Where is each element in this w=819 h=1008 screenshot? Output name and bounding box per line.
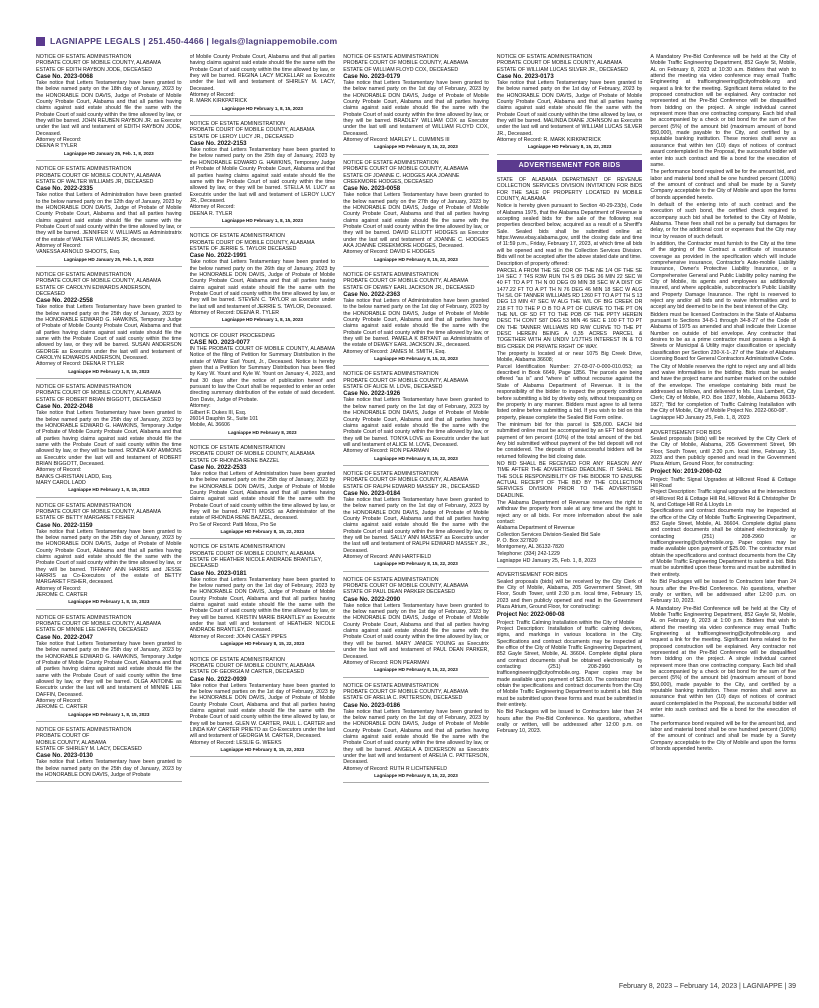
legal-notice <box>343 683 489 784</box>
case-number: Case No. 2022-2153 <box>189 140 247 148</box>
publication-line: Lagniappe HD February 8, 15, 22, 2023 <box>374 667 458 673</box>
case-number: Case No. 2023-0181 <box>189 569 247 577</box>
legal-columns <box>36 54 796 978</box>
legal-notice <box>343 272 489 366</box>
notice-heading: NOTICE OF ESTATE ADMINISTRATION PROBATE COURT OF MOBILE COUNTY, ALABAMA ESTATE OF WILLIAM LUCAS SILVER JR., DECEASED <box>496 54 629 73</box>
column-5 <box>650 54 796 978</box>
publication-line: Lagniappe HD February 1, 8, 15, 2023 <box>68 368 150 374</box>
notice-body: Take notice that Letters Testamentary have been granted to the below named party on the 1st day of February, 2023 by the HONORABLE DON DAVIS, Judge of Probate of Mobile County Probate Court, Alabama and that all parties having claims against said estate should file the same with the Probate Court of said county within the time allowed by law, or they will be barred. TONYA LOVE as Executrix under the last will and testament of ALICE M. LOVE, Deceased. Attorney of Record: RON PEARMAN <box>343 397 489 455</box>
column-2 <box>190 54 336 978</box>
case-number: Case No. 2022-1926 <box>343 390 401 398</box>
notice-heading: NOTICE OF ESTATE ADMINISTRATION PROBATE COURT OF MOBILE COUNTY, ALABAMA ESTATE OF ROBERT BRIAN BIGGOTT, DECEASED <box>36 384 162 403</box>
section-banner: ADVERTISEMENT FOR BIDS <box>497 160 643 172</box>
notice-paragraph: STATE OF ALABAMA DEPARTMENT OF REVENUE COLLECTION SERVICES DIVISION INVITATION FOR BIDS FOR THE SALE OF PROPERTY LOCATED IN MOBILE COUNTY, ALABAMA <box>496 176 643 202</box>
case-number: Case No. 2022-2558 <box>36 297 93 305</box>
notice-heading: NOTICE OF ESTATE ADMINISTRATION PROBATE COURT OF MOBILE COUNTY, ALABAMA ESTATE OF ARELIA C. PATTERSON, DECEASED <box>343 682 469 702</box>
legal-notice <box>190 121 336 228</box>
legal-notice <box>36 166 182 267</box>
notice-paragraph: The City of Mobile reserves the right to reject any and all bids and waive informalities in the bidding. Bids must be sealed and have the project name and number marked on the outside of the envelope. The envelope containing bids must be addressed as follows, and delivered to Ms. Lisa Lambert, City Clerk; City of Mobile, P.O. Box 1827, Mobile, Alabama 36633-1827; "Bid for completion of Traffic Calming Installation with the City of Mobile, City of Mobile Project No. 2022-060-08". <box>650 363 796 414</box>
publication-line: Lagniappe HD January 25, Feb. 1, 8, 2023 <box>63 150 154 156</box>
notice-paragraph: A Mandatory Pre-Bid Conference will be held at the City of Mobile Traffic Engineering Department, 852 Gayle St, Mobile, AL on February 8, 2023 at 1:00 p.m. Bidders that wish to attend the meeting via video conference may email Traffic Engineering at trafficengineering@cityofmobile.org and request a link for the meeting. Significant items related to the proposed construction will be explained. Any contractor not represented at the Pre-Bid Conference will be disqualified from bidding on the project. A single individual cannot represent more than one contracting company. Each bid shall be accompanied by a check or bid bond for the sum of five percent (5%) of the amount bid (maximum amount of bond $50,000), made payable to the City, and certified by a reputable banking institution. These monies shall serve as assurance that within ten (10) days of notices of contract award contemplated in the Proposal, the successful bidder will enter into such contract and file a bond for the execution of same. <box>650 605 796 720</box>
publication-line: Lagniappe HD February 1, 8, 15, 2023 <box>68 487 150 493</box>
legal-notice <box>343 577 489 678</box>
case-number: Case No. 2023-0173 <box>496 73 554 81</box>
notice-paragraph: The performance bond required will be for the amount bid, and labor and material bond shall be one hundred percent (100%) of the amount of contract and shall be made by a Surety Company acceptable to the City of Mobile and upon the forms of bonds appended hereto. <box>650 169 796 201</box>
legal-notice <box>343 54 489 155</box>
notice-paragraph: The property is located at or near 1075 Big Creek Drive, Mobile, Alabama 36608; Parcel Identification Number: 27-03-07-0-000-010.053; as described in Book 6649, Page 1856. The parcels are being offered "as is" and "where is" without recourse against the State of Alabama Department of Revenue. It is the responsibility of the bidder to inspect the property conditions before submitting a bid by driveby only, without trespassing on the property in any manner. Bidders must agree to all terms listed online before submitting a bid. If you wish to bid on this property, please complete the Sealed Bid Form online. <box>496 351 643 421</box>
publication-line: Lagniappe HD February 8, 15, 22, 2023 <box>374 455 458 461</box>
legal-notice <box>497 54 643 155</box>
notice-paragraph: Notice is hereby given pursuant to Section 40-29-23(b), Code of Alabama 1975, that the Alabama Department of Revenue is accepting sealed bids for the sale of the following real properties described below, acquired as a result of a Sheriff's Sale. Sealed bids shall be submitted online at: https://www.ebay.alabama.gov, until the closing date and time of 11:59 p.m., Friday, February 17, 2023, at which time all bids will be opened and read in the Collection Services Division. Bids will not be accepted after the above stated date and time. <box>496 203 643 260</box>
notice-body: Take notice that Letters Testamentary have been granted to the below named party on the 26th day of January, 2023 by the HONORABLE DON DAVIS, Judge of Probate of Mobile County Probate Court, Alabama and that all parties having claims against said estate should file the same with the Probate Court of said county within the time allowed by law, or they will be barred. STEVEN C. TAYLOR as Executor under the last will and testament of JERRIE S. TAYLOR, Deceased. Attorney of Record: DEENA R. TYLER <box>189 259 336 317</box>
case-number: Case No. 2023-0130 <box>36 752 93 760</box>
case-number: Case No. 2023-0068 <box>36 73 93 81</box>
page-footer: February 8, 2023 – February 14, 2023 | LAGNIAPPE | 39 <box>618 983 796 990</box>
case-number: Case No. 2022-2335 <box>36 185 93 193</box>
notice-body: Take notice that Letters Testamentary have been granted to the below named party on the 18th day of January, 2023 by the HONORABLE DON DAVIS, Judge of Probate of Mobile County Probate Court, Alabama and that all parties having claims against said estate should file the same with the Probate Court of said county within the time allowed by law, or they will be barred. JOHN REUBEN RAYBON JR. as Executor under the last will and testament of EDITH RAYBON JODE, Deceased. Attorney of Record: DEENA R TYLER <box>36 80 182 150</box>
notice-heading: NOTICE OF ESTATE ADMINISTRATION PROBATE COURT OF MOBILE COUNTY, ALABAMA ESTATE OF JOANNE C. HODGES AKA JOANNE CREEKMORE HODGES, DECEASED <box>343 159 469 185</box>
case-number: CASE NO. 2023-0077 <box>189 339 250 347</box>
publication-line: Lagniappe HD January 25, Feb. 1, 8, 2023 <box>63 256 154 262</box>
notice-heading: NOTICE OF ESTATE ADMINISTRATION PROBATE COURT OF MOBILE COUNTY, ALABAMA ESTATE OF RALPH EDWARD MASSEY JR., DECEASED <box>343 470 480 490</box>
notice-heading: NOTICE OF ESTATE ADMINISTRATION PROBATE COURT OF MOBILE COUNTY, ALABAMA ESTATE OF WALTER WILLIAMS JR, DECEASED <box>36 166 162 185</box>
notice-heading: NOTICE OF ESTATE ADMINISTRATION PROBATE COURT OF MOBILE COUNTY, ALABAMA ESTATE OF ALICE M. LOVE, DECEASED <box>343 371 469 391</box>
case-number: Case No. 2022-2048 <box>36 403 93 411</box>
notice-body: Take notice that Letters Testamentary have been granted to the below named party on the 25th day of January, 2023 by the HONORABLE EDWARD G. HAWKINS, Temporary Judge of Probate of Mobile County Probate Court, Alabama and that all parties having claims against said estate should file the same with the Probate Court of said county within the time allowed by law, or they will be barred. SUSAN ANDERSON GEORGE as Executrix under the last will and testament of CAROLYN EDWARDS ANDERSON, Deceased. Attorney of Record: DEENA R TYLER <box>36 304 182 368</box>
column-4 <box>497 54 643 978</box>
publication-line: Lagniappe HD February 8, 15, 22, 2023 <box>374 356 458 362</box>
publication-line: Lagniappe HD February 1, 8, 15, 2023 <box>221 317 303 323</box>
column-1 <box>36 54 182 978</box>
case-number: Case No. 2023-0186 <box>343 701 401 709</box>
publication-line: Lagniappe HD February 8, 15, 22, 2023 <box>374 256 458 262</box>
legal-notice <box>36 503 182 610</box>
legal-notice <box>36 727 182 782</box>
notice-body: Take notice that Letters Testamentary have been granted to the below named party on the 25th day of January, 2023 by the HONORABLE EDWARD G. HAWKINS, Temporary Judge of Probate of Mobile County Probate Court, Alabama and that all parties having claims against said estate should file the same with the Probate Court of said county within the time allowed by law, or they will be barred. STELLA M. LUCY as Executrix under the last will and testament of LEROY LUCY JR., Deceased. Attorney of Record: DEENA R. TYLER <box>189 147 336 217</box>
notice-body: Take notice that Letters Testamentary have been granted to the below named party on the 1st day of February, 2023 by the HONORABLE DON DAVIS, Judge of Probate of Mobile County Probate Court, Alabama and that all parties having claims against said estate should file the same with the Probate Court of said county within the time allowed by law, or they will be barred. KRISTIN MARIE BRANTLEY as Executrix under the last will and testament of HEATHER NICOLE ANDRADE BRANTLEY, Deceased. Attorney of Record: JOHN CASEY PIPES <box>189 576 336 640</box>
notice-heading: NOTICE OF ESTATE ADMINISTRATION PROBATE COURT OF MOBILE COUNTY, ALABAMA ESTATE OF BETTY MARGARET FISHER <box>36 502 162 522</box>
publication-line: Lagniappe HD February 8, 15, 22, 2023 <box>374 144 458 150</box>
notice-body: IN THE PROBATE COURT OF MOBILE COUNTY, ALABAMA Notice of the filing of Petition for Summary Distribution in the estate of Wilbur Earl Yount, Jr., Deceased. Notice is hereby given that a Petition for Summary Distribution has been filed by Kary W. Yount and Kyle W. Yount on January 4, 2023, and that 30 days after the notice of publication hereof and pursuant to law the Court shall be requested to enter an order directing summary distribution of the estate of said decedent. Don Davis, Judge of Probate. Attorney: Gilbert F. Dukes III, Esq. 26014 Dauphin St., Suite 101 Mobile, AL 36606 <box>189 346 336 429</box>
notice-paragraph: Project: Traffic Calming Installation within the City of Mobile Project Description: Installation of traffic calming devices, signs, and markings in various locations in the City. Specifications and contract documents may be inspected at the office of the City of Mobile Traffic Engineering Department, 852 Gayle Street, Mobile, AL 36604. Complete digital plans and contract documents shall be obtained electronically by contacting (251) 208-2960 or trafficengineering@cityofmobile.org. Paper copies may be made available upon payment of $25.00. The contractor must obtain the specifications and contract documents from the City of Mobile Traffic Engineering Department to submit a bid. Bids must be submitted upon these forms and must be submitted in their entirety. <box>496 619 643 708</box>
notice-heading: NOTICE OF ESTATE ADMINISTRATION PROBATE COURT OF MOBILE COUNTY, ALABAMA ESTATE OF MINNIE LEE DAFFIN, DECEASED <box>36 614 162 634</box>
legal-notice <box>190 657 336 758</box>
notice-paragraph: NO BID SHALL BE RECEIVED FOR ANY REASON ANY TIME AFTER THE ADVERTISED DEADLINE. IT SHALL BE THE SOLE RESPONSIBILITY OF THE BIDDER TO ENSURE ACTUAL RECEIPT OF THE BID BY THE COLLECTION SERVICES DIVISION PRIOR TO THE ADVERTISED DEADLINE. <box>496 460 643 499</box>
page-header <box>36 34 796 48</box>
notice-heading: NOTICE OF ESTATE ADMINISTRATION PROBATE COURT OF MOBILE COUNTY, ALABAMA ESTATE OF EDITH RAYBON JODE, DECEASED <box>36 54 162 73</box>
notice-heading: NOTICE OF ESTATE ADMINISTRATION PROBATE COURT OF MOBILE COUNTY, ALABAMA ESTATE OF CAROLYN EDWARDS ANDERSON, DECEASED <box>36 271 162 297</box>
notice-body: Take notice that Letters Testamentary have been granted to the below named party on the 1st day of February, 2023 by the HONORABLE DON DAVIS, Judge of Probate of Mobile County Probate Court, Alabama and that all parties having claims against said estate should file the same with the Probate Court of said county within the time allowed by law, or they will be barred. MALINDA DIANE JOHNSON as Executrix under the last will and testament of WILLIAM LUCAS SILVER JR., Deceased. Attorney of Record: R. MARK KIRKPATRICK <box>496 80 643 144</box>
legal-notice <box>190 445 336 539</box>
notice-heading: NOTICE OF COURT PROCEEDING <box>189 332 275 339</box>
notice-paragraph: In addition, the Contractor must furnish to the City at the time of the signing of the Contract a certificate of insurance coverage as provided in the specification which will include comprehensive insurance, Contractor's Auto-mobile Liability Insurance, Owner's Protective Liability Insurance, or a Comprehensive General and Public Liability policy naming the City of Mobile, its agents and employees as additionally insured, and where applicable, subcontractor's Public Liability and Property Damage Insurance. The right is reserved to reject any and/or all bids and to waive informalities and to accept any bid deemed to be in the best interest of the City. <box>650 240 796 311</box>
notice-paragraph: Project No: 2019-2060-02 <box>650 468 722 475</box>
publication-line: Lagniappe HD February 8, 15, 22, 2023 <box>220 641 305 647</box>
case-number: Case No. 2023-0184 <box>343 489 401 497</box>
case-number: Case No. 2022-2090 <box>343 595 401 603</box>
notice-paragraph: Bidders must be licensed Contractors in the State of Alabama pursuant to Sections 34-8-1 through 34-8-27 of the Code of Alabama of 1975 as amended and shall indicate their License Number on outside of bid envelope. Any contractor that desires to be as a prime contractor must possess a High & Streets or Municipal & Utility major classification or specialty classification per Section 230-X-1-.27 of the State of Alabama Licensing Board for General Contractors Administrative Code. <box>650 311 796 363</box>
notice-body: Take notice that Letters Testamentary have been granted to the below named party on the 1st day of February, 2023 by the HONORABLE DON DAVIS, Judge of Probate of Mobile County Probate Court, Alabama and that all parties having claims against said estate should file the same with the Probate Court of said county within the time allowed by law, or they will be barred. ANGELA A DICKERSON as Executrix under the last will and testament of ARELIA C. PATTERSON, Deceased. Attorney of Record: RUTH R LICHTENFELD <box>343 708 489 772</box>
case-number: Case No. 2022-2047 <box>36 633 93 641</box>
publication-line: Lagniappe HD February 8, 15, 22, 2023 <box>220 529 305 534</box>
notice-heading: NOTICE OF ESTATE ADMINISTRATION PROBATE COURT OF MOBILE COUNTY, ALABAMA ESTATE OF JERRIE S. TAYLOR DECEASED <box>189 233 315 252</box>
header-square-icon <box>36 37 45 46</box>
publication-line: Lagniappe HD February 1, 8, 15, 2023 <box>68 711 150 717</box>
publication-line: Lagniappe HD February 1, 8, 15, 2023 <box>221 217 303 223</box>
notice-heading: NOTICE OF ESTATE ADMINISTRATION PROBATE COURT OF MOBILE COUNTY, ALABAMA ESTATE OF GEORGIA M CARTER, DECEASED <box>189 656 315 676</box>
notice-body: Take notice that Letters Testamentary have been granted to the below named party on the 1st day of February, 2023 by the HONORABLE DON DAVIS, Judge of Probate of Mobile County Probate Court, Alabama and that all parties having claims against said estate should file the same with the Probate Court of said county within the time allowed by law, or they will be barred. SALLY ANN MASSEY as Executrix under the last will and testament of RALPH EDWARD MASSEY JR., Deceased. Attorney of Record: ANN HARTFIELD <box>343 496 489 561</box>
legal-notice <box>190 333 336 440</box>
publication-line: Lagniappe HD February 8, 2023 <box>228 429 297 435</box>
notice-paragraph: No Bid Packages will be issued to Contractors later than 24 hours after the Pre-Bid Conference. No questions, whether orally or written, will be addressed after 12:00 p.m. on February 10, 2023. <box>650 579 796 605</box>
case-number: Case No. 2022-1159 <box>36 521 93 529</box>
case-number: Case No. 2023-0058 <box>343 185 401 193</box>
case-number: Case No. 2022-1991 <box>189 252 247 260</box>
legal-notice <box>36 54 182 161</box>
publication-line: Lagniappe HD February 1, 8, 15, 2023 <box>221 105 303 111</box>
notice-heading: NOTICE OF ESTATE ADMINISTRATION PROBATE COURT OF MOBILE COUNTY, ALABAMA ESTATE OF PAUL DEAN PARKER DECEASED <box>343 576 469 596</box>
notice-heading: NOTICE OF ESTATE ADMINISTRATION PROBATE COURT OF MOBILE COUNTY, ALABAMA ESTATE OF LEROY LUCY JR., DECEASED <box>189 121 315 140</box>
notice-body: Take notice that Letters Testamentary have been granted to the below named party on the 1st day of February, 2023 by the HONORABLE DON DAVIS, Judge of Probate of Mobile County Probate Court, Alabama and that all parties having claims against said estate should file the same with the Probate Court of said county within the time allowed by law, or they will be barred. BRADLEY WILLIAM COX as Executor under the last will and testament of WILLIAM FLOYD COX, Deceased. Attorney of Record: MARLEY L. CUMMINS III <box>343 80 489 144</box>
legal-notice <box>36 272 182 379</box>
notice-paragraph: ADVERTISEMENT FOR BIDS Sealed proposals (bids) will be received by the City Clerk of the City of Mobile, Alabama, 205 Government Street, 9th Floor, South Tower, until 2:30 p.m. local time, February 15, 2023 and then publicly opened and read in the Government Plaza Atrium, Ground Floor, for constructing: <box>650 429 796 468</box>
notice-body: Take notice that Letters Testamentary have been granted to the below named party on the 25th day of January, 2023 by the HONORABLE EDWARD G. HAWKINS, Temporary Judge of Probate of Mobile County Probate Court, Alabama and that all parties having claims against said estate should file the same with the Probate Court of said county within the time allowed by law, or they will be barred. RONDA KAY AMMONS as Executrix under the last will and testament of ROBERT BRIAN BIGGOTT, Deceased. Attorney of Record: BANKS CHRISTIAN LADD, Esq. MARY CAROL LADD <box>36 410 182 486</box>
notice-paragraph: No Bid Packages will be issued to Contractors later than 24 hours after the Pre-Bid Conference. No questions, whether orally or written, will be addressed after 12:00 p.m. on February 10, 2023. <box>496 709 643 735</box>
notice-body: Take notice that Letters of Administration have been granted to the below named party on the 12th day of January, 2023 by the HONORABLE DON DAVIS, Judge of Probate of Mobile County Probate Court, Alabama and that all parties having claims against said estate should file the same with the Probate Court of said county within the time allowed by law, or they will be barred. JENNIFER V. WILLIAMS as Administratrix of the estate of WALTER WILLIAMS JR, deceased. Attorney of Record: VANESSA ARNOLD SHOOTS, Esq. <box>36 192 182 256</box>
header-text: LAGNIAPPE LEGALS | 251.450-4466 | legals@lagniappemobile.com <box>50 36 338 46</box>
notice-paragraph: The performance bond required will be for the amount bid, and labor and material bond shall be one hundred percent (100%) of the amount of contract and shall be made by a Surety Company acceptable to the City of Mobile and upon the forms of bonds appended hereto. <box>650 720 796 753</box>
notice-body: of Mobile County Probate Court, Alabama and that all parties having claims against said estate should file the same with the Probate Court of said county within the time allowed by law, or they will be barred. REGINA LACY MCKELLAR as Executrix under the last will and testament of SHIRLEY M. LACY, Deceased. Attorney of Record: R. MARK KIRKPATRICK <box>189 54 336 105</box>
legal-notice <box>190 54 336 116</box>
notice-heading: NOTICE OF ESTATE ADMINISTRATION PROBATE COURT OF MOBILE COUNTY, ALABAMA ESTATE OF DEWEY EARL JACKSON JR., DECEASED <box>343 271 475 291</box>
legal-notice <box>36 615 182 722</box>
column-3 <box>343 54 489 978</box>
notice-body: Take notice that Letters of Administration have been granted to the below named party on the 25th day of January, 2023 by the HONORABLE DON DAVIS, Judge of Probate of Mobile County Probate Court, Alabama and that all parties having claims against said estate should file the same with the Probate Court of said county within the time allowed by law, or they will be barred. PATTI MOSS as Administrator of the estate of RHONDA RENE BAZZEL, deceased. Pro Se of Record: Patti Moss, Pro Se <box>189 470 336 528</box>
publication-line: Lagniappe HD February 8, 15, 22, 2023 <box>374 561 458 567</box>
notice-body: Take notice that Letters Testamentary have been granted to the below named party on the 25th day of January, 2023 by the HONORABLE DON DAVIS, Judge of Probate of Mobile County Probate Court, Alabama and that all parties having claims against said estate should file the same with the Probate Court of said county within the time allowed by law, or they will be barred. TIFFANY ANN HARRIS and JESSE HARRIS as Co-Executors of the estate of BETTY MARGARET FISHER, deceased. Attorney of Record: JEROME C. CARTER <box>36 528 182 599</box>
legal-notice <box>343 160 489 267</box>
legal-notice <box>190 544 336 651</box>
notice-paragraph: In default of the entering into of such contract and the execution of such bond, the certified check required to accompany such bid shall be forfeited to the City of Mobile, Alabama. These fees shall not be a penalty but damages for delay, or for the additional cost or expenses that the City may incur by reason of such default. <box>650 201 796 240</box>
legal-notice <box>343 471 489 572</box>
notice-body: Take notice that Letters Testamentary have been granted to the below named parties on the 1st day of February, 2023 by the HONORABLE DON DAVIS, Judge of Probate of Mobile County Probate Court, Alabama and that all parties having claims against said estate should file the same with the Probate Court of said county within the time allowed by law, or they will be barred. GLEN W. CARTER, PAUL L. CARTER and LINDA KAY CARTER PRIETO as Co-Executors under the last will and testament of GEORGIA M. CARTER, Deceased. Attorney of Record: LESLIE G. WEEKS <box>189 682 336 746</box>
notice-paragraph: Description of property offered: PARCEL A FROM THE SE COR OF THE NE 1/4 OF THE SE 1/4 SEC 7 T4S R3W RUN TH S 89 DEG 36 MIN 22 SEC W 40 FT TO A PT TH N 00 DEG 09 MIN 38 SEC W A DIST OF 1477.22 FT TO A PT TH N 76 DEG 46 MIN 18 SEC W ALG TH S/L OF TANNER WILLIAMS RD 1260 FT TO A PT TH S 13 DEG 13 MIN 47 SEC W ALG THE W/L OF BIG CREEK DR 218 FT TO THE P O B TO A PT OF CURVE TO THE PT ON THE N/L OF SD FT TO THE POB OF THE PPTY HEREIN DESC TH CONT S87 DEG 53 MIN 46 SEC E 100 FT TO PT ON THE TANNER WILLIAMS RD R/W CURVE TO THE PT DESC HEREIN BEING A 0.35 ACRES PARCEL & TOGETHER WITH AN UNDIV 1/17THS INTEREST IN & TO BIG CREEK DR PRIVATE RIGHT OF WAY. <box>496 261 643 350</box>
publication-line: Lagniappe HD February 8, 15, 22, 2023 <box>374 773 458 778</box>
notice-body: Take notice that Letters Testamentary have been granted to the below named party on the 25th day of January, 2023 by the HONORABLE EDWARD G. HAWKINS, Temporary Judge of Probate of Mobile County Probate Court, Alabama and that all parties having claims against said estate should file the same with the Probate Court of said county within the time allowed by law, or they will be barred. OLGA ANTOINE as Executrix under the last will and testament of MINNIE LEE DAFFIN, Deceased. Attorney of Record: JEROME C. CARTER <box>36 640 182 711</box>
notice-paragraph: Project: Traffic Signal Upgrades at Hillcrest Road & Cottage Hill Road Project Description: Traffic signal upgrades at the intersections of Hillcrest Rd & Cottage Hill Rd, Hillcrest Rd & Christopher Dr N, and Cottage Hill Rd & Lloyds Ln Specifications and contract documents may be inspected at the office of the City of Mobile Traffic Engineering Department, 852 Gayle Street, Mobile, AL 36604. Complete digital plans and contract documents shall be obtained electronically by contacting (251) 208-2960 or trafficengineering@cityofmobile.org. Paper copies may be made available upon payment of $25.00. The contractor must obtain the specifications and contract documents from the City of Mobile Traffic Engineering Department to submit a bid. Bids must be submitted upon these forms and must be submitted in their entirety. <box>650 476 796 578</box>
notice-heading: NOTICE OF ESTATE ADMINISTRATION PROBATE COURT OF MOBILE COUNTY, ALABAMA ESTATE OF SHIRLEY M. LACY, DECEASED <box>36 726 142 752</box>
notice-paragraph: A Mandatory Pre-Bid Conference will be held at the City of Mobile Traffic Engineering Department, 852 Gayle St, Mobile, AL on February 8, 2023 at 10:30 a.m. Bidders that wish to attend the meeting via video conference may email Traffic Engineering at trafficengineering@cityofmobile.org and request a link for the meeting. Significant items related to the proposed construction will be explained. Any contractor not represented at the Pre-Bid Conference will be disqualified from bidding on the project. A single individual cannot represent more than one contracting company. Each bid shall be accompanied by a check or bid bond for the sum of five percent (5%) of the amount bid (maximum amount of bond $50,000), made payable to the City, and certified by a reputable banking institution. These monies shall serve as assurance that within ten (10) days of notices of contract award contemplated in the Proposal, the successful bidder will enter into such contract and file a bond for the execution of same. <box>650 54 796 168</box>
case-number: Case No. 2022-0939 <box>189 675 247 683</box>
legal-notice <box>36 384 182 498</box>
notice-paragraph: ADVERTISEMENT FOR BIDS Sealed proposals (bids) will be received by the City Clerk of the City of Mobile, Alabama, 205 Government Street, 9th Floor, South Tower, until 2:30 p.m. local time, February 15, 2023 and then publicly opened and read in the Government Plaza Atrium, Ground Floor, for constructing: <box>496 572 643 611</box>
notice-heading: NOTICE OF ESTATE ADMINISTRATION PROBATE COURT OF MOBILE COUNTY, ALABAMA ESTATE OF WILLIAM FLOYD COX, DECEASED <box>343 54 469 73</box>
notice-paragraph: Project No: 2022-060-08 <box>496 611 565 618</box>
publication-line: Lagniappe HD January 25, Feb. 1, 8, 2023 <box>650 415 796 425</box>
publication-line: Lagniappe HD February 1, 8, 15, 2023 <box>68 599 150 605</box>
legal-notice <box>190 233 336 327</box>
legal-notice <box>343 371 489 465</box>
publication-line: Lagniappe HD February 8, 15, 22, 2023 <box>220 746 305 752</box>
notice-body: Take notice that Letters Testamentary have been granted to the below named party on the 25th day of January, 2023 by the HONORABLE DON DAVIS, Judge of Probate <box>36 759 182 778</box>
notice-body: Take notice that Letters Testamentary have been granted to the below named party on the 1st day of February, 2023 by the HONORABLE DON DAVIS, Judge of Probate of Mobile County Probate Court, Alabama and that all parties having claims against said estate should file the same with the Probate Court of said county within the time allowed by law, or they will be barred. MARY JANICE YOUNG as Executrix under the last will and testament of PAUL DEAN PARKER, Deceased. Attorney of Record: RON PEARMAN <box>343 602 489 666</box>
publication-line: Lagniappe HD January 25, Feb. 1, 8, 2023 <box>497 558 643 568</box>
notice-heading: NOTICE OF ESTATE ADMINISTRATION PROBATE COURT OF MOBILE COUNTY, ALABAMA ESTATE OF RHONDA RENE BAZZEL <box>189 444 315 464</box>
case-number: Case No. 2022-2363 <box>343 291 401 298</box>
notice-body: Take notice that Letters of Administration have been granted to the below named party on the 1st day of February, 2023 by the HONORABLE DON DAVIS, Judge of Probate of Mobile County Probate Court, Alabama and that all parties having claims against said estate should file the same with the Probate Court of said county within the time allowed by law, or they will be barred. PAMELA K BRYANT as Administratrix of the estate of DEWEY EARL JACKSON JR., deceased. Attorney of Record: JAMES M. SMITH, Esq. <box>343 298 489 355</box>
notice-paragraph: The minimum bid for this parcel is $35,000. EACH bid submitted online must be accompanied by an EFT bid deposit payment of ten percent (10%) of the total amount of the bid. Any bid submitted without payment of the bid deposit will not be considered. The deposits of unsuccessful bidders will be returned following the bid closing date. <box>496 421 643 460</box>
notice-body: Take notice that Letters Testamentary have been granted to the below named party on the 27th day of January, 2023 by the HONORABLE DON DAVIS, Judge of Probate of Mobile County Probate Court, Alabama and that all parties having claims against said estate should file the same with the Probate Court of said county within the time allowed by law, or they will be barred. DAVID ELLIOTT HODGES as Executor under the last will and testament of JOANNE C. HODGES AKA JOANNE CREEKMORE HODGES, Deceased. Attorney of Record: DAVID E HODGES <box>343 192 489 256</box>
notice-paragraph: The Alabama Department of Revenue reserves the right to withdraw the property from sale at any time and the right to reject any or all bids. For more information about the sale contact: Alabama Department of Revenue Collection Services Division-Sealed Bid Sale P. O. Box 327820 Montgomery, AL 36132-7820 Telephone: (334) 242-1229 <box>496 500 643 557</box>
notice-heading: NOTICE OF ESTATE ADMINISTRATION PROBATE COURT OF MOBILE COUNTY, ALABAMA ESTATE OF HEATHER NICOLE ANDRADE BRANTLEY, DECEASED <box>189 544 322 570</box>
case-number: Case No. 2022-2533 <box>189 463 247 471</box>
publication-line: Lagniappe HD February 8, 15, 22, 2023 <box>527 144 612 150</box>
case-number: Case No. 2023-0179 <box>343 73 401 81</box>
